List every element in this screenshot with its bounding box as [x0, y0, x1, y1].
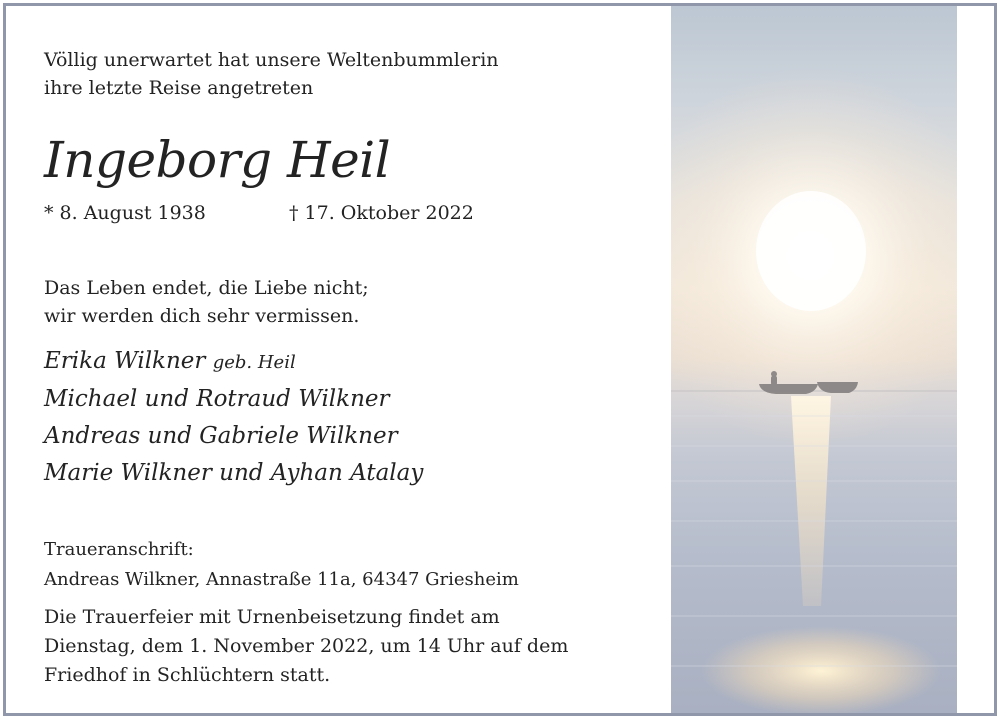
mourning-address — [44, 535, 519, 595]
sunset-lake-photo — [671, 6, 957, 713]
ceremony-line-2: Dienstag, dem 1. November 2022, um 14 Uhr auf dem — [44, 635, 569, 657]
intro-text — [44, 46, 499, 102]
ceremony-line-1: Die Trauerfeier mit Urnenbeisetzung findet am — [44, 606, 500, 628]
intro-line-1: Völlig unerwartet hat unsere Weltenbummlerin — [44, 49, 499, 71]
mourner-item — [44, 455, 423, 492]
mourner-name: Michael und Rotraud Wilkner — [44, 386, 390, 412]
deceased-name: Ingeborg Heil — [44, 131, 391, 189]
ceremony-line-3: Friedhof in Schlüchtern statt. — [44, 664, 331, 686]
poem-line-1: Das Leben endet, die Liebe nicht; — [44, 277, 369, 299]
sunset-lake-illustration — [671, 6, 957, 713]
sun-reflection — [791, 396, 831, 606]
ceremony-info — [44, 603, 568, 690]
sun-core — [756, 191, 866, 311]
mourner-item — [44, 381, 423, 418]
poem-line-2: wir werden dich sehr vermissen. — [44, 305, 360, 327]
address-value: Andreas Wilkner, Annastraße 11a, 64347 Griesheim — [44, 569, 519, 590]
mourner-note: geb. Heil — [212, 352, 296, 373]
mourner-name: Erika Wilkner — [44, 348, 206, 374]
farewell-poem — [44, 274, 369, 330]
intro-line-2: ihre letzte Reise angetreten — [44, 77, 314, 99]
water-glitter — [701, 626, 941, 713]
address-label: Traueranschrift: — [44, 539, 194, 560]
obituary-notice — [3, 3, 997, 716]
birth-date: * 8. August 1938 — [44, 202, 206, 224]
mourner-name: Marie Wilkner und Ayhan Atalay — [44, 460, 424, 486]
life-dates — [44, 199, 474, 227]
mourner-name: Andreas und Gabriele Wilkner — [44, 423, 398, 449]
mourners-list — [44, 343, 423, 492]
death-date: † 17. Oktober 2022 — [289, 202, 474, 224]
mourner-item — [44, 343, 423, 381]
mourner-item — [44, 418, 423, 455]
text-column — [6, 6, 666, 713]
